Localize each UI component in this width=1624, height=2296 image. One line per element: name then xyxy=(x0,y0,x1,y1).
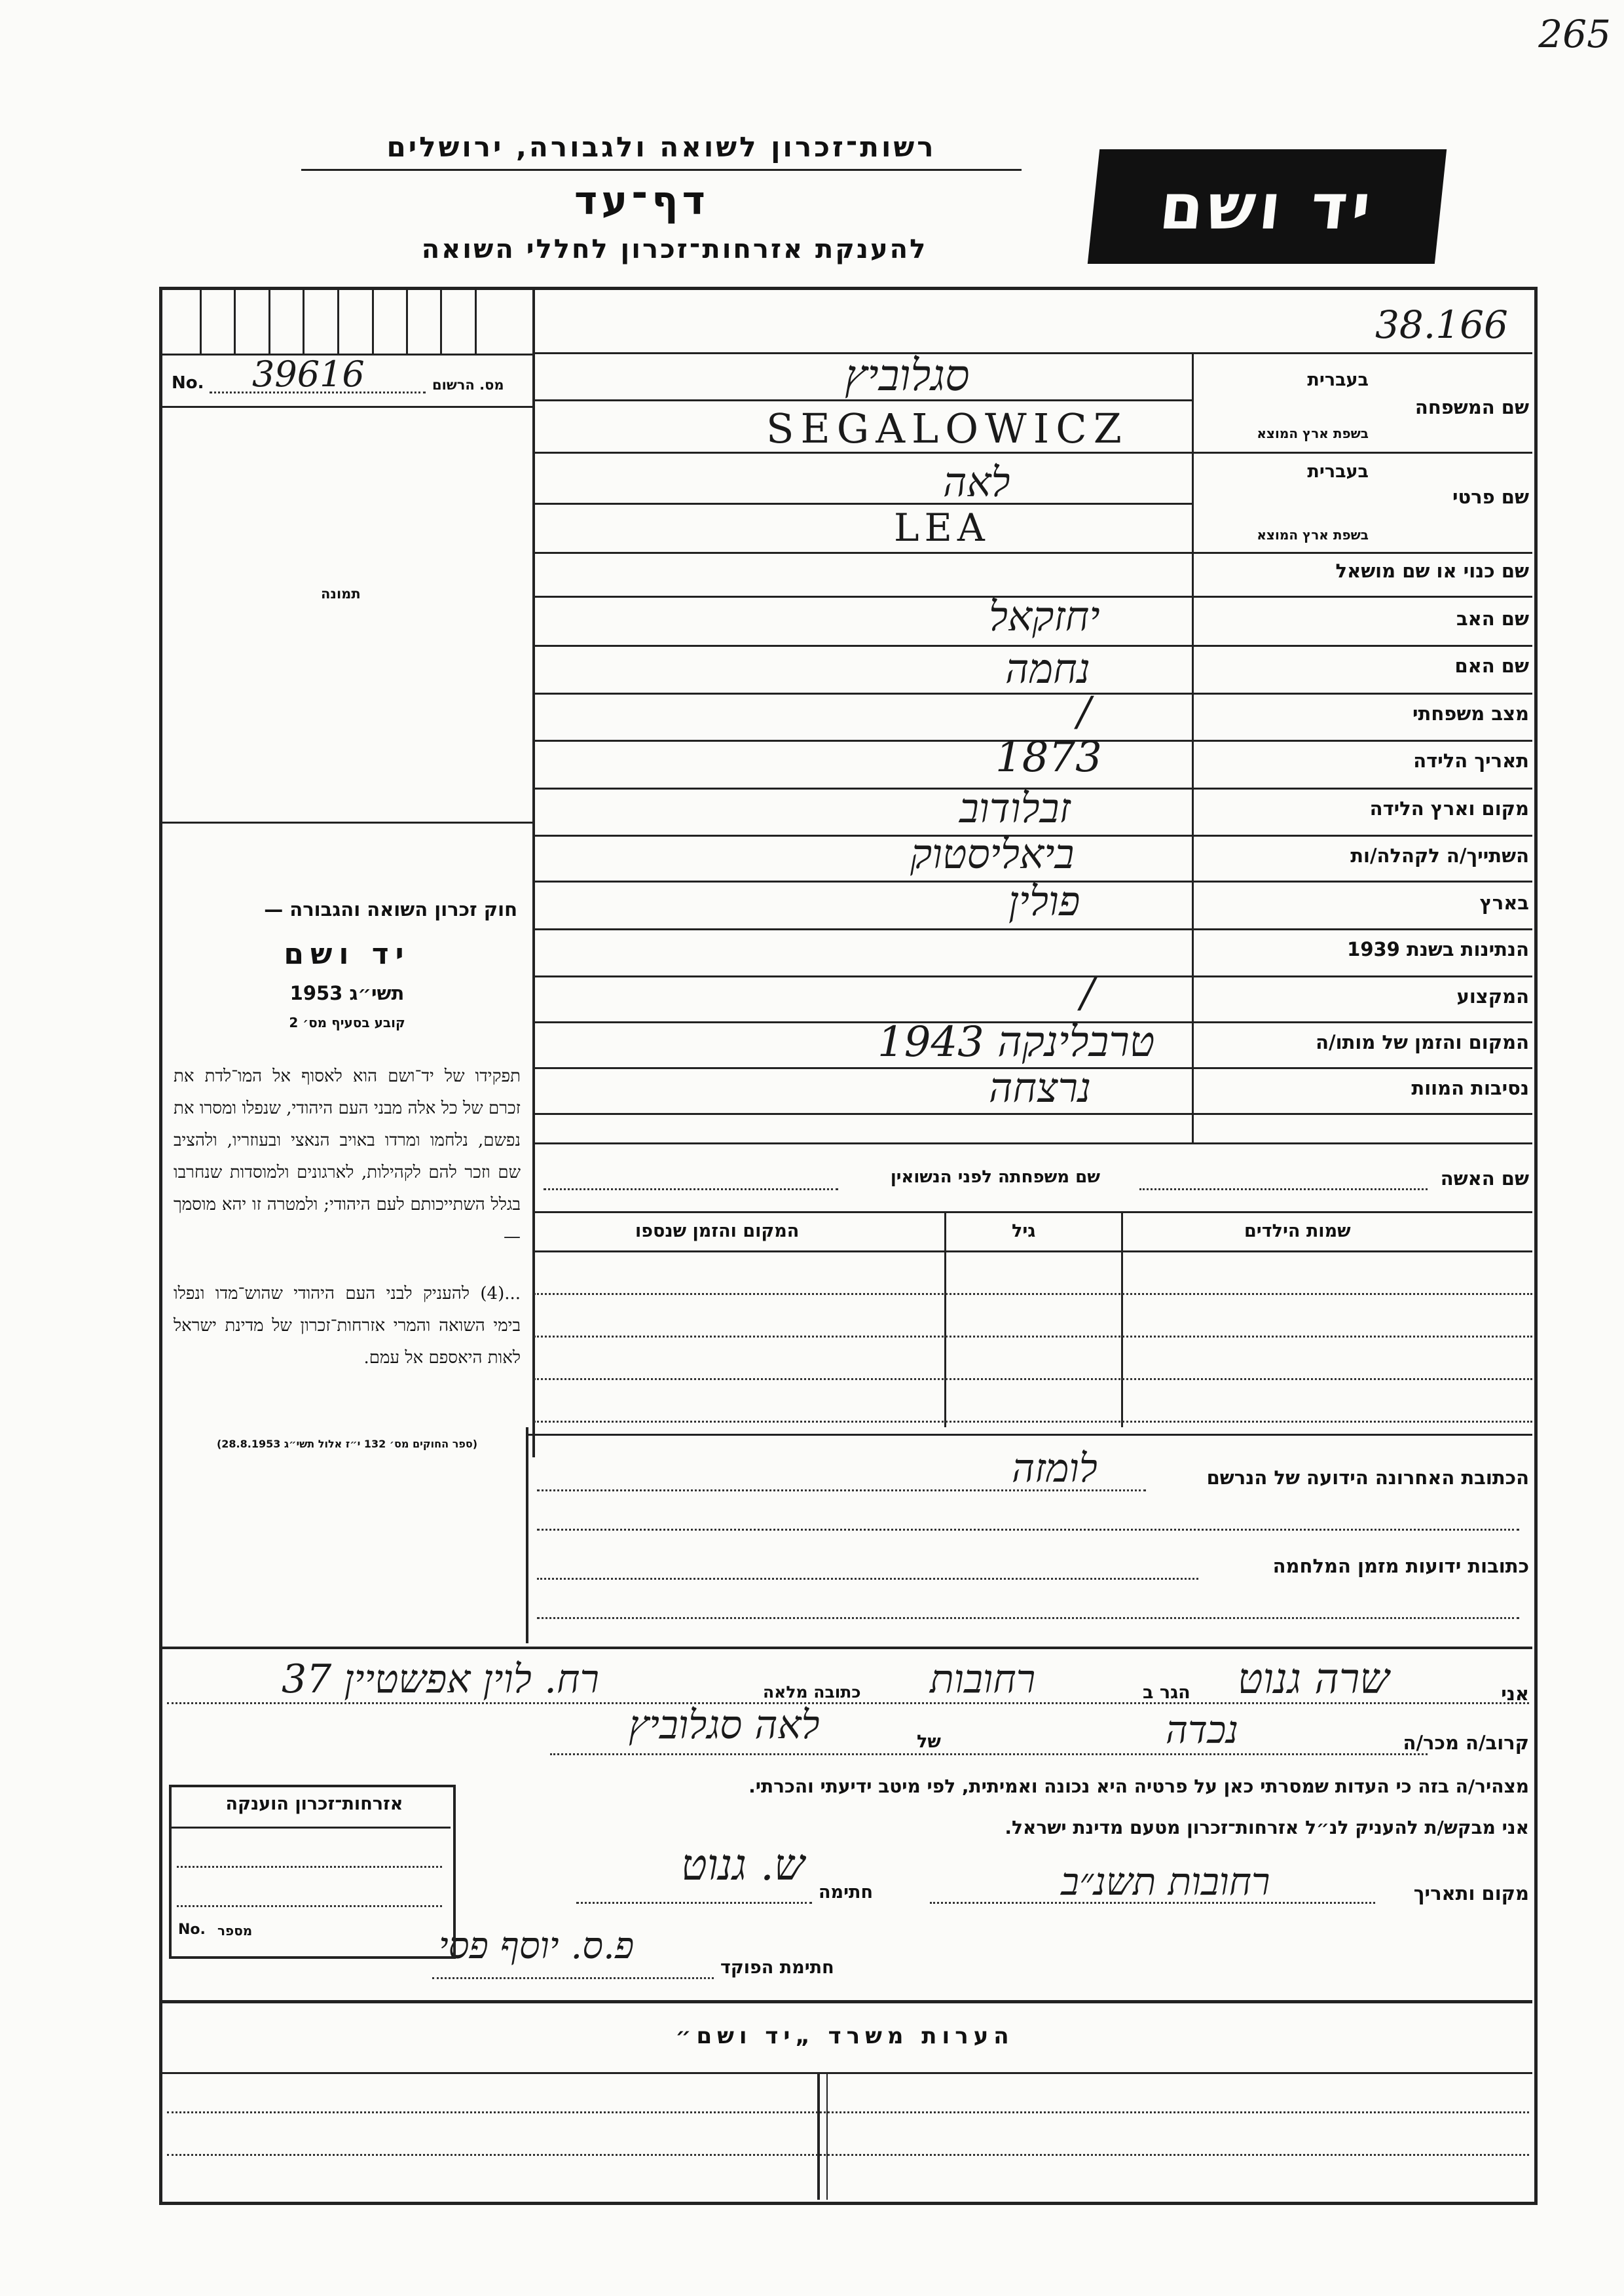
father-value: יחזקאל xyxy=(989,592,1100,640)
file-number: 38.166 xyxy=(1375,302,1508,347)
marital-label: מצב משפחתי xyxy=(1412,702,1529,725)
relation-label: קרוב/ה מכר/ה xyxy=(1403,1732,1529,1754)
surname-label: שם המשפחה xyxy=(1414,396,1529,418)
surname-origin-label: בשפת ארץ המוצא xyxy=(1257,426,1369,441)
citizenship-label: הנתינות בשנת 1939 xyxy=(1347,938,1529,960)
children-row-line xyxy=(534,1378,1532,1380)
logo-text: יד ושם xyxy=(1156,170,1378,244)
photo-bottom-line xyxy=(162,822,534,824)
maiden-dots xyxy=(544,1188,838,1190)
death-circ-value: נרצחה xyxy=(989,1064,1092,1112)
yad-vashem-logo xyxy=(1088,149,1447,264)
marital-value: / xyxy=(1077,687,1091,735)
statement-2: אני מבקש/ת להעניק לנ״ל אזרחות־זכרון מטעם מדינת ישראל. xyxy=(1005,1817,1529,1838)
row-line xyxy=(532,552,1532,554)
of-value: לאה סגלוביץ xyxy=(629,1702,820,1748)
award-box-line xyxy=(177,1866,442,1868)
column-divider xyxy=(532,288,535,1457)
address-full-label: כתובה מלאה xyxy=(763,1683,861,1702)
form-subtitle: להענקת אזרחות־זכרון לחללי השואה xyxy=(421,234,928,264)
row-line xyxy=(532,928,1532,930)
declaration-top-line xyxy=(162,1647,1532,1649)
profession-label: המקצוע xyxy=(1456,985,1529,1008)
remarks-divider-b xyxy=(826,2072,828,2200)
country-value: פולין xyxy=(1008,877,1080,925)
relation-value: נכדה xyxy=(1166,1707,1239,1752)
strip-cell-divider xyxy=(406,288,408,354)
firstname-hebrew-value: לאה xyxy=(943,458,1010,506)
label-column-divider xyxy=(1192,352,1194,504)
remarks-line xyxy=(167,2111,1529,2113)
photo-label: תמונה xyxy=(321,586,361,602)
signature-value: ש. גנוט xyxy=(681,1840,805,1890)
death-circ-label: נסיבות המוות xyxy=(1411,1077,1529,1099)
declaration-line-2 xyxy=(550,1753,1428,1755)
panel-divider-lower xyxy=(526,1427,528,1643)
signature-label: חתימה xyxy=(819,1882,874,1903)
law-name: יד ושם xyxy=(284,938,411,971)
row-line xyxy=(532,503,1192,505)
mother-label: שם האם xyxy=(1454,655,1529,677)
row-line xyxy=(532,1113,1532,1115)
surname-hebrew-value: סגלוביץ xyxy=(845,350,970,401)
authority-underline xyxy=(301,169,1022,171)
registration-line xyxy=(162,406,534,408)
birthdate-label: תאריך הלידה xyxy=(1413,750,1529,772)
law-paragraph-2: ...(4) להעניק לבני העם היהודי שהוש־מדו ונפלו בימי השואה והמרי אזרחות־זכרון של מדינת ישראל לאות היאספם אל עמם. xyxy=(174,1284,521,1368)
law-paragraph-1: תפקידו של יד־ושם הוא לאסוף אל המו־לדת את זכרם של כל אלה מבני העם היהודי, שנפלו ומסרו את נפשם, נלחמו ומרדו באויב הנאצי ובעוזריו, ולהציב שם וזכר להם לקהילות, לארגונים ולמוסדות שנחרבו בגלל השתייכותם לעם היהודי; ולמטרה זו יהא מוסמך — xyxy=(174,1066,521,1247)
authority-line: רשות־זכרון לשואה ולגבורה, ירושלים xyxy=(386,131,936,163)
wife-label: שם האשה xyxy=(1440,1167,1529,1190)
surname-hebrew-label: בעברית xyxy=(1307,370,1369,390)
strip-cell-divider xyxy=(303,288,304,354)
profession-value: / xyxy=(1080,969,1094,1017)
children-header-names: שמות הילדים xyxy=(1244,1221,1351,1241)
registration-no-label-he: מס. הרשום xyxy=(432,377,504,393)
place-date-label: מקום ותאריך xyxy=(1413,1882,1529,1904)
wife-dots xyxy=(1139,1188,1428,1190)
resides-label: הגר ב xyxy=(1143,1683,1190,1703)
statement-1: מצהיר/ה בזה כי העדות שמסרתי כאן על פרטיה היא נכונה ואמיתית, לפי מיטב ידיעתי והכרתי. xyxy=(748,1776,1529,1797)
children-col-divider xyxy=(944,1211,946,1427)
children-col-divider xyxy=(1121,1211,1123,1427)
community-value: ביאליסטוק xyxy=(910,830,1075,878)
officer-signature-label: חתימת הפוקד xyxy=(720,1958,834,1978)
award-box-title-line xyxy=(172,1827,451,1829)
children-header-age: גיל xyxy=(1012,1221,1036,1241)
address-top-line xyxy=(526,1434,1532,1436)
address-line xyxy=(537,1617,1519,1619)
nickname-label: שם כנוי או שם מושאל xyxy=(1335,560,1529,582)
mother-value: נחמה xyxy=(1005,645,1090,693)
award-box-title: אזרחות־זכרון הוענקה xyxy=(225,1794,403,1814)
father-label: שם האב xyxy=(1456,608,1529,630)
signature-dots xyxy=(576,1902,812,1904)
strip-cell-divider xyxy=(337,288,339,354)
children-row-line xyxy=(534,1421,1532,1423)
community-label: השתייך/ה לקהלה/ות xyxy=(1350,845,1529,867)
award-box-line xyxy=(177,1905,442,1907)
place-date-value: רחובות תשנ״ב xyxy=(1061,1859,1270,1904)
death-place-value: טרבלינקה 1943 xyxy=(877,1018,1155,1066)
label-column-divider-3 xyxy=(1192,503,1194,1142)
strip-cell-divider xyxy=(440,288,442,354)
last-address-label: הכתובת האחרונה הידועה של הנרשם xyxy=(1206,1467,1529,1489)
firstname-origin-value: LEA xyxy=(894,505,990,550)
award-box-no-label-he: מספר xyxy=(217,1923,253,1939)
award-box-no-label: No. xyxy=(178,1922,206,1938)
strip-cell-divider xyxy=(372,288,374,354)
strip-cell-divider xyxy=(268,288,270,354)
row-line xyxy=(532,975,1532,977)
of-label: של xyxy=(917,1732,941,1752)
remarks-line xyxy=(167,2154,1529,2156)
wartime-dots xyxy=(537,1578,1198,1580)
wartime-label: כתובות ידועות מזמן המלחמה xyxy=(1272,1555,1529,1577)
law-source: (ספר החוקים מס׳ 132 י״ז אלול תשי״ג 28.8.1953) xyxy=(216,1438,478,1450)
row-line xyxy=(532,352,1532,354)
corner-number: 265 xyxy=(1538,12,1611,56)
officer-signature-value: פ.ס. יוסף פסי xyxy=(439,1925,635,1967)
strip-cell-divider xyxy=(200,288,202,354)
registration-no-value: 39616 xyxy=(252,354,365,395)
death-place-label: המקום והזמן של מותו/ה xyxy=(1316,1031,1529,1053)
children-row-line xyxy=(534,1336,1532,1338)
children-row-line xyxy=(534,1293,1532,1295)
registration-no-label: No. xyxy=(172,373,204,393)
form-title: דף־עד xyxy=(574,178,709,224)
remarks-top-line xyxy=(162,2000,1532,2003)
law-ref: קובע בסעיף מס׳ 2 xyxy=(289,1015,405,1030)
country-label: בארץ xyxy=(1479,892,1529,914)
remarks-divider xyxy=(817,2072,820,2200)
remarks-header-line xyxy=(162,2072,1532,2074)
strip-cell-divider xyxy=(234,288,236,354)
firstname-hebrew-label: בעברית xyxy=(1307,462,1369,482)
officer-signature-dots xyxy=(432,1977,714,1979)
witness-name: שרה גנוט xyxy=(1238,1655,1390,1704)
remarks-title: הערות משרד „יד ושם״ xyxy=(675,2023,1014,2049)
firstname-label: שם פרטי xyxy=(1452,486,1529,508)
surname-origin-value: SEGALOWICZ xyxy=(766,405,1128,452)
children-top-line xyxy=(532,1211,1532,1213)
law-year: תשי״ג 1953 xyxy=(289,982,405,1004)
birthplace-label: מקום וארץ הלידה xyxy=(1369,797,1529,820)
maiden-label: שם משפחתה לפני הנשואין xyxy=(890,1167,1100,1187)
last-address-value: לומזה xyxy=(1012,1446,1098,1491)
resides-value: רחובות xyxy=(930,1656,1036,1702)
address-full-value: רח. לוין אפשטיין 37 xyxy=(282,1656,599,1702)
firstname-origin-label: בשפת ארץ המוצא xyxy=(1257,527,1369,543)
law-title: חוק זכרון השואה והגבורה — xyxy=(264,898,517,920)
address-line xyxy=(537,1529,1519,1531)
children-header-place: המקום והזמן שנספו xyxy=(635,1221,800,1241)
strip-cell-divider xyxy=(475,288,477,354)
ani-label: אני xyxy=(1501,1683,1529,1705)
birthdate-value: 1873 xyxy=(995,733,1102,782)
children-header-line xyxy=(532,1250,1532,1252)
birthplace-value: זבלודוב xyxy=(959,784,1071,832)
spouse-top-line xyxy=(532,1142,1532,1144)
